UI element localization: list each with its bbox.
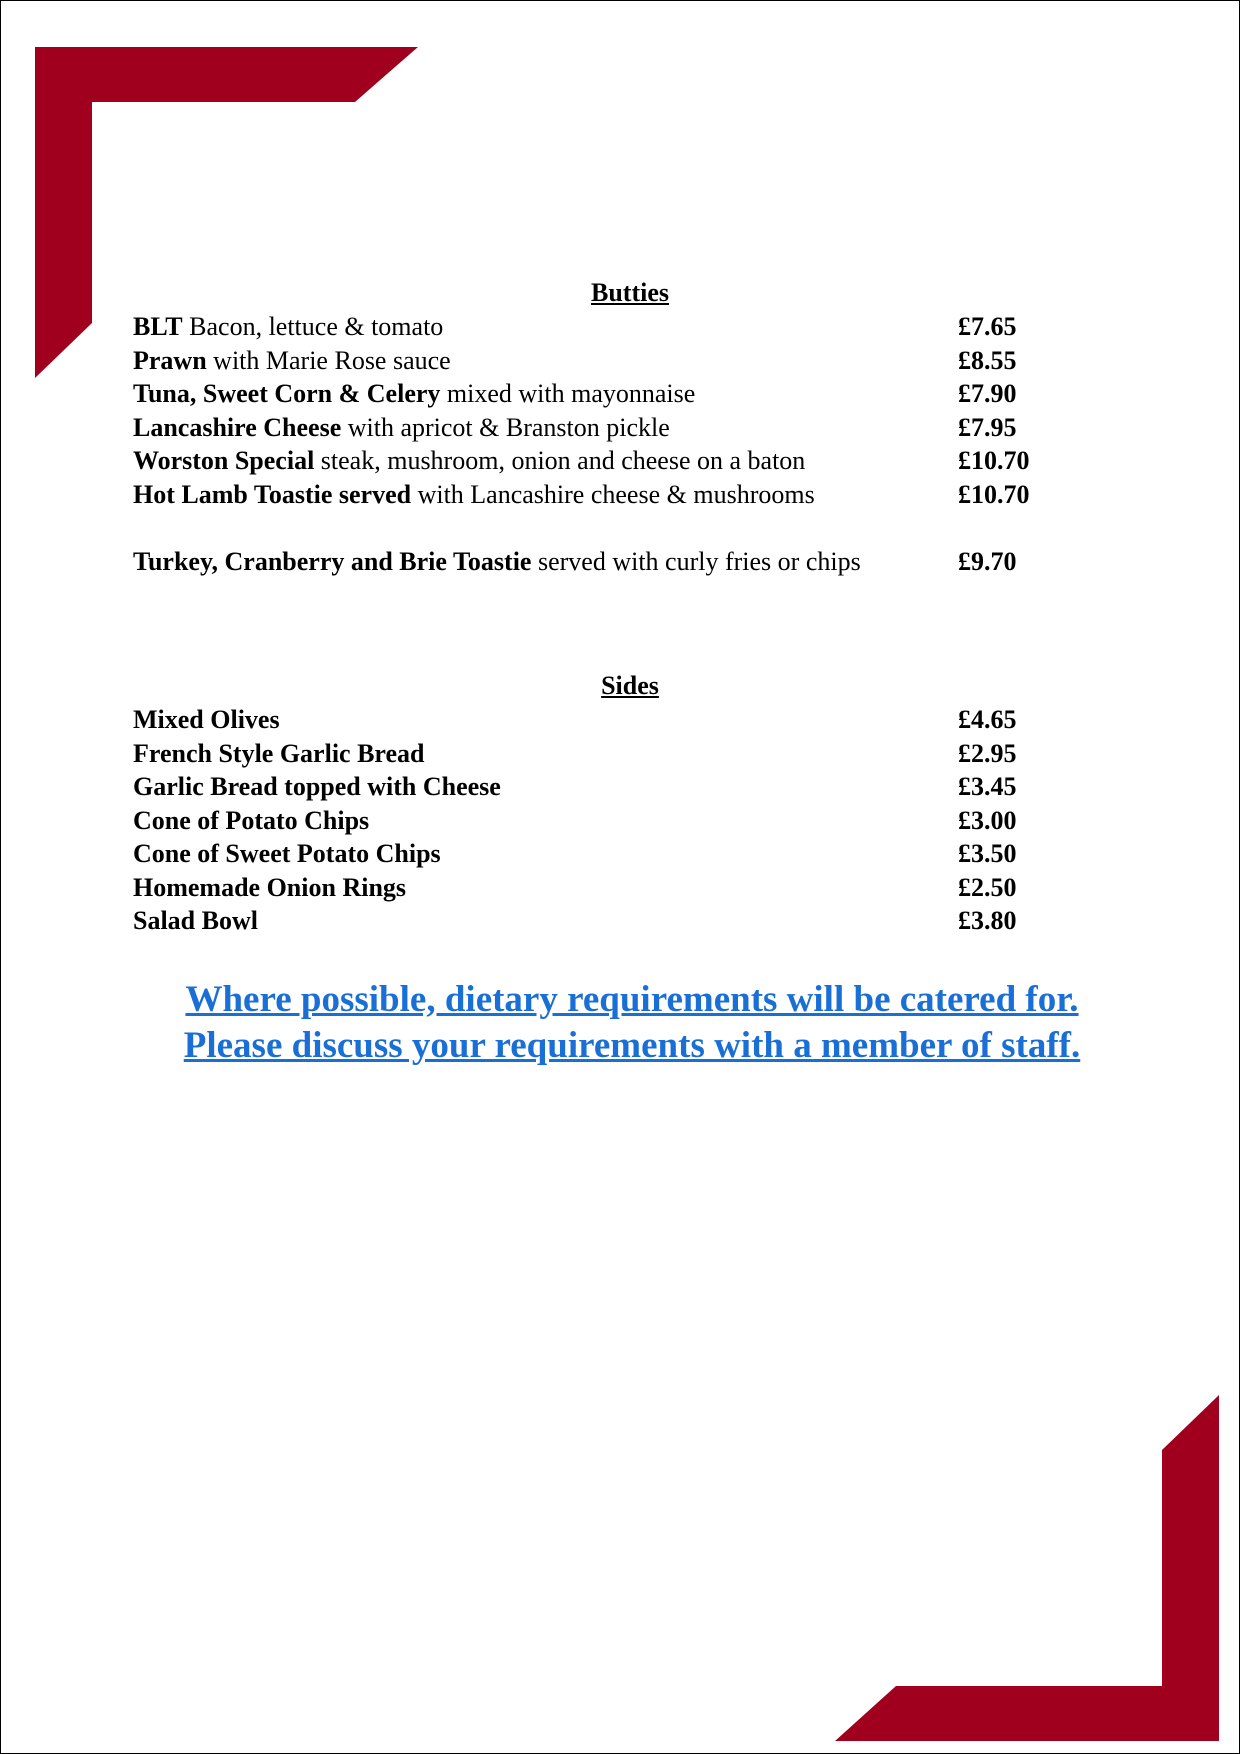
item-price: £8.55 — [958, 346, 1017, 375]
item-name: Cone of Sweet Potato Chips — [133, 839, 441, 868]
item-name: Garlic Bread topped with Cheese — [133, 772, 501, 801]
item-name: Turkey, Cranberry and Brie Toastie — [133, 547, 532, 576]
item-name: Mixed Olives — [133, 705, 280, 734]
menu-item — [133, 770, 1053, 804]
item-name: Salad Bowl — [133, 906, 258, 935]
menu-item — [133, 737, 1053, 771]
item-price: £10.70 — [958, 480, 1030, 509]
item-price: £3.50 — [958, 839, 1017, 868]
corner-bottom-right — [835, 1395, 1219, 1741]
menu-item — [133, 804, 1053, 838]
item-price: £7.95 — [958, 413, 1017, 442]
item-price: £7.65 — [958, 312, 1017, 341]
menu-item — [133, 344, 1053, 378]
menu-item — [133, 411, 1053, 445]
butties-heading: Butties — [591, 278, 669, 307]
item-description: served with curly fries or chips — [531, 547, 861, 576]
menu-item — [133, 478, 1053, 512]
item-name: French Style Garlic Bread — [133, 739, 425, 768]
item-price: £3.00 — [958, 806, 1017, 835]
item-price: £3.45 — [958, 772, 1017, 801]
menu-item — [133, 545, 1053, 579]
item-name: Prawn — [133, 346, 207, 375]
menu-item — [133, 444, 1053, 478]
dietary-notice-line-1: Where possible, dietary requirements will be catered for. — [185, 979, 1079, 1020]
item-description: mixed with mayonnaise — [440, 379, 696, 408]
item-price: £3.80 — [958, 906, 1017, 935]
item-price: £2.95 — [958, 739, 1017, 768]
dietary-notice-line-2: Please discuss your requirements with a member of staff. — [183, 1025, 1081, 1066]
item-description: steak, mushroom, onion and cheese on a baton — [314, 446, 806, 475]
item-description: Bacon, lettuce & tomato — [182, 312, 444, 341]
item-name: Worston Special — [133, 446, 315, 475]
menu-item — [133, 837, 1053, 871]
item-price: £10.70 — [958, 446, 1030, 475]
item-price: £7.90 — [958, 379, 1017, 408]
item-description: with apricot & Branston pickle — [341, 413, 670, 442]
item-name: Lancashire Cheese — [133, 413, 342, 442]
menu-item — [133, 377, 1053, 411]
item-description: with Lancashire cheese & mushrooms — [411, 480, 815, 509]
item-price: £4.65 — [958, 705, 1017, 734]
item-name: Cone of Potato Chips — [133, 806, 370, 835]
item-name: Homemade Onion Rings — [133, 873, 407, 902]
item-description: with Marie Rose sauce — [206, 346, 451, 375]
item-name: Hot Lamb Toastie served — [133, 480, 412, 509]
menu-item — [133, 310, 1053, 344]
menu-item — [133, 871, 1053, 905]
menu-item — [133, 703, 1053, 737]
sides-heading: Sides — [601, 671, 659, 700]
item-name: Tuna, Sweet Corn & Celery — [133, 379, 441, 408]
menu-item — [133, 904, 1053, 938]
item-name: BLT — [133, 312, 183, 341]
item-price: £2.50 — [958, 873, 1017, 902]
item-price: £9.70 — [958, 547, 1017, 576]
